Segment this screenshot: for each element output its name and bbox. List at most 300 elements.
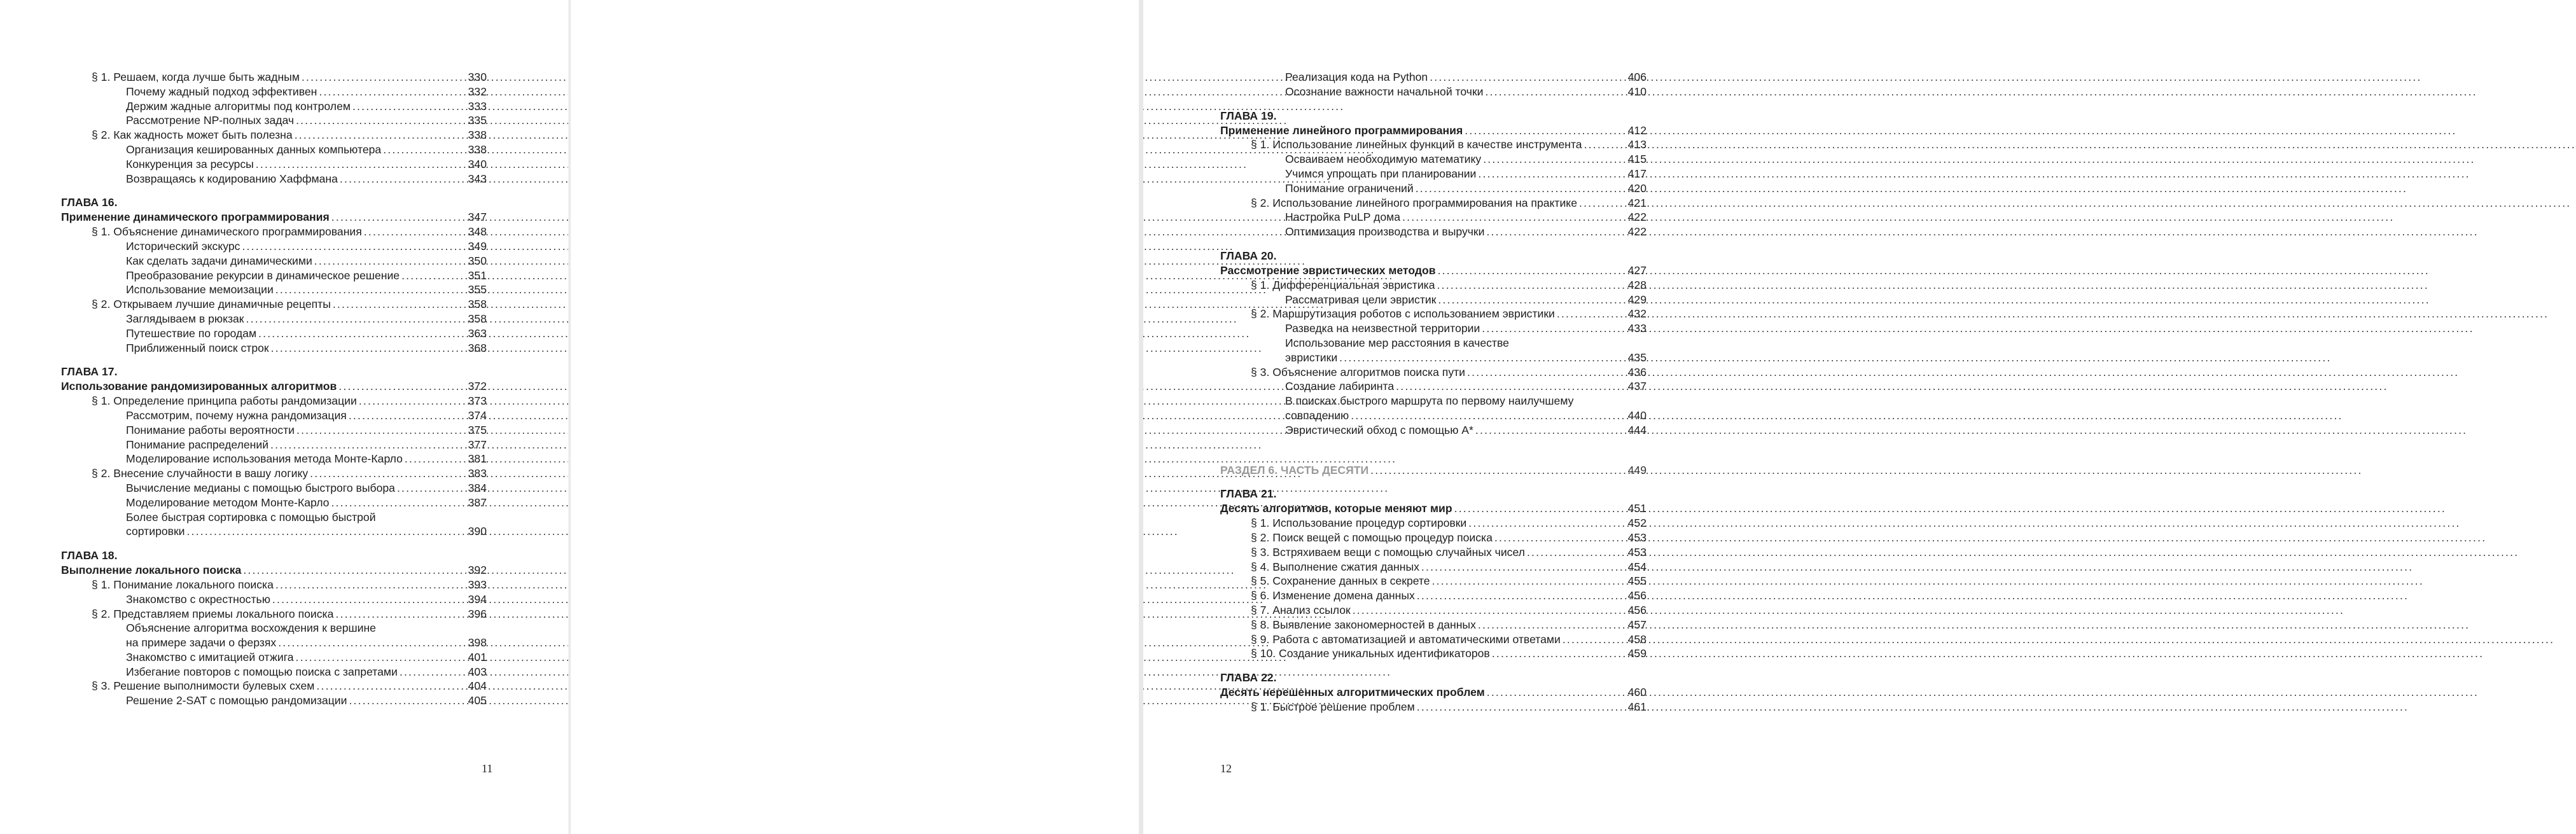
dot-leader (400, 665, 466, 679)
toc-subsection-entry (1220, 70, 1647, 85)
chapter-title (61, 563, 487, 578)
entry-page: 410 (1627, 85, 1647, 98)
toc-subsection-entry (61, 157, 487, 172)
entry-page: 396 (468, 607, 487, 620)
toc-right (1220, 70, 1647, 714)
dot-leader (296, 423, 466, 438)
entry-page: 390 (468, 525, 487, 538)
entry-title: § 3. Объяснение алгоритмов поиска пути (1251, 365, 1466, 379)
toc-section-entry (61, 607, 487, 622)
entry-title: § 2. Как жадность может быть полезна (92, 129, 293, 142)
entry-page: 420 (1627, 181, 1647, 195)
dot-leader (1396, 379, 1626, 394)
toc-section-entry (1220, 700, 1647, 714)
entry-page: 440 (1627, 408, 1647, 422)
entry-page: 449 (1627, 463, 1647, 476)
toc-subsection-entry (61, 341, 487, 356)
dot-leader (1339, 351, 1626, 365)
dot-leader (364, 225, 466, 239)
entry-title: § 3. Встряхиваем вещи с помощью случайных чисел (1251, 545, 1525, 559)
entry-page: 338 (468, 142, 487, 156)
toc-subsection-entry (1220, 423, 1647, 438)
toc-subsection-entry (1220, 167, 1647, 181)
chapter-heading (61, 364, 487, 394)
entry-page: 330 (468, 71, 487, 83)
entry-page: 374 (468, 408, 487, 422)
toc-section-entry (61, 297, 487, 312)
chapter-heading (61, 195, 487, 225)
dot-leader (243, 563, 466, 578)
dot-leader (1468, 516, 1626, 531)
dot-leader (295, 128, 466, 142)
entry-page: 404 (468, 679, 487, 693)
dot-leader (270, 438, 466, 452)
toc-section-entry (1220, 545, 1647, 560)
entry-page: 377 (468, 438, 487, 451)
toc-section-entry (1220, 603, 1647, 618)
page-edge (1139, 0, 1143, 834)
entry-page: 355 (468, 283, 487, 296)
dot-leader (397, 481, 466, 496)
dot-leader (1579, 196, 1626, 211)
toc-section-entry (61, 225, 487, 239)
entry-page: 333 (468, 99, 487, 113)
toc-subsection-entry (61, 99, 487, 114)
entry-title: § 2. Представляем приемы локального поиска (92, 607, 334, 620)
entry-title: § 2. Открываем лучшие динамичные рецепты (92, 298, 331, 311)
chapter-number: ГЛАВА 22. (1220, 671, 1277, 685)
toc-entry-wrap: Объяснение алгоритма восхождения к вершине (126, 622, 376, 635)
dot-leader (1370, 463, 1626, 478)
entry-page: 401 (468, 650, 487, 664)
entry-title: Как сделать задачи динамическими (126, 254, 312, 267)
entry-title: Рассматривая цели эвристик (1285, 293, 1437, 306)
entry-title: Понимание распределений (126, 438, 269, 451)
entry-page: 429 (1627, 293, 1647, 306)
dot-leader (314, 254, 466, 268)
entry-page: 437 (1627, 380, 1647, 393)
dot-leader (1416, 181, 1626, 196)
entry-title: § 9. Работа с автоматизацией и автоматическими ответами (1251, 632, 1561, 646)
entry-title: Понимание работы вероятности (126, 423, 295, 436)
dot-leader (1483, 152, 1626, 167)
dot-leader (333, 297, 466, 312)
entry-title: Заглядываем в рюкзак (126, 312, 244, 325)
entry-title: § 5. Сохранение данных в секрете (1251, 574, 1430, 588)
entry-title: Десять алгоритмов, которые меняют мир (1220, 502, 1452, 515)
entry-title: Знакомство с имитацией отжига (126, 650, 294, 664)
entry-page: 405 (468, 694, 487, 707)
toc-section-entry (1220, 646, 1647, 661)
entry-title: Знакомство с окрестностью (126, 592, 270, 606)
entry-page: 384 (468, 481, 487, 494)
dot-leader (272, 592, 466, 607)
dot-leader (1430, 70, 1626, 85)
entry-title: Использование рандомизированных алгоритмов (61, 380, 337, 393)
entry-title: на примере задачи о ферзях (126, 636, 277, 650)
dot-leader (1487, 685, 1626, 700)
toc-subsection-entry (61, 282, 487, 297)
dot-leader (246, 312, 466, 326)
dot-leader (1437, 278, 1626, 293)
toc-entry-wrap: Более быстрая сортировка с помощью быстрой (126, 510, 376, 524)
toc-subsection-entry (1220, 210, 1647, 225)
entry-page: 383 (468, 467, 487, 480)
entry-title: § 6. Изменение домена данных (1251, 589, 1415, 602)
entry-page: 456 (1627, 603, 1647, 616)
toc-subsection-entry (1220, 85, 1647, 99)
dot-leader (1467, 365, 1626, 380)
entry-title: Рассмотрение эвристических методов (1220, 263, 1436, 277)
toc-subsection-entry (1220, 379, 1647, 394)
chapter-number: ГЛАВА 18. (61, 549, 118, 562)
chapter-heading (1220, 486, 1647, 516)
dot-leader (383, 142, 466, 157)
dot-leader (258, 326, 466, 341)
dot-leader (1478, 167, 1626, 181)
dot-leader (335, 607, 466, 622)
dot-leader (1465, 123, 1626, 138)
chapter-title (1220, 685, 1647, 700)
toc-section-entry (61, 679, 487, 693)
toc-section-entry (1220, 137, 1647, 152)
entry-title: Создание лабиринта (1285, 380, 1395, 393)
toc-section-entry (1220, 516, 1647, 531)
entry-title: Путешествие по городам (126, 326, 257, 340)
entry-title: § 1. Использование линейных функций в качестве инструмента (1251, 138, 1582, 151)
chapter-number: ГЛАВА 17. (61, 365, 118, 379)
entry-title: Применение линейного программирования (1220, 123, 1463, 137)
toc-subsection-entry (61, 650, 487, 665)
entry-page: 436 (1627, 365, 1647, 379)
entry-page: 406 (1627, 71, 1647, 83)
dot-leader (310, 466, 466, 481)
toc-subsection-entry (61, 693, 487, 708)
toc-subsection-entry (61, 254, 487, 268)
dot-leader (296, 650, 466, 665)
entry-page: 459 (1627, 647, 1647, 660)
chapter-heading (1220, 670, 1647, 700)
entry-page: 421 (1627, 196, 1647, 209)
chapter-heading (1220, 248, 1647, 278)
dot-leader (1351, 408, 1626, 423)
entry-title: § 1. Определение принципа работы рандомизации (92, 394, 357, 408)
entry-page: 332 (468, 85, 487, 98)
entry-title: Рассмотрение NP-полных задач (126, 114, 295, 127)
entry-page: 444 (1627, 423, 1647, 436)
entry-title: § 1. Объяснение динамического программирования (92, 225, 362, 239)
entry-title: § 2. Маршрутизация роботов с использованием эвристики (1251, 307, 1555, 321)
dot-leader (352, 99, 466, 114)
dot-leader (1492, 646, 1626, 661)
entry-title: РАЗДЕЛ 6. ЧАСТЬ ДЕСЯТИ (1220, 463, 1369, 476)
chapter-heading (1220, 108, 1647, 138)
entry-page: 453 (1627, 545, 1647, 559)
entry-title: Учимся упрощать при планировании (1285, 167, 1477, 180)
entry-title: § 2. Использование линейного программирования на практике (1251, 196, 1577, 209)
entry-title: § 3. Решение выполнимости булевых схем (92, 679, 315, 693)
toc-section-entry (1220, 560, 1647, 574)
dot-leader (1494, 531, 1626, 545)
entry-page: 340 (468, 157, 487, 170)
toc-section-entry (61, 70, 487, 85)
entry-page: 358 (468, 312, 487, 325)
toc-subsection-entry (1220, 181, 1647, 196)
entry-title: Выполнение локального поиска (61, 564, 242, 577)
toc-subsection-entry (61, 85, 487, 99)
dot-leader (405, 452, 466, 466)
dot-leader (1584, 137, 1626, 152)
toc-section-entry (1220, 278, 1647, 293)
chapter-number: ГЛАВА 16. (61, 196, 118, 209)
toc-subsection-entry (1220, 225, 1647, 239)
toc-section-entry (1220, 618, 1647, 632)
dot-leader (271, 341, 466, 356)
entry-page: 460 (1627, 686, 1647, 699)
left-page (0, 0, 569, 834)
toc-subsection-entry (61, 665, 487, 679)
entry-page: 415 (1627, 153, 1647, 166)
entry-title: Использование мемоизации (126, 283, 274, 296)
entry-page: 403 (468, 665, 487, 678)
chapter-title (61, 379, 487, 394)
entry-page: 381 (468, 452, 487, 466)
dot-leader (278, 636, 466, 650)
entry-title: § 2. Поиск вещей с помощью процедур поиска (1251, 531, 1493, 544)
entry-title: § 7. Анализ ссылок (1251, 603, 1351, 616)
part-heading (1220, 463, 1647, 478)
dot-leader (1454, 501, 1626, 516)
chapter-number: ГЛАВА 20. (1220, 249, 1277, 262)
entry-page: 348 (468, 225, 487, 239)
entry-page: 413 (1627, 138, 1647, 151)
toc-section-entry (61, 128, 487, 142)
dot-leader (1486, 85, 1626, 99)
page-number-left: 11 (482, 762, 493, 775)
entry-page: 349 (468, 239, 487, 253)
toc-section-entry (61, 466, 487, 481)
dot-leader (359, 394, 466, 408)
entry-page: 422 (1627, 211, 1647, 224)
entry-page: 398 (468, 636, 487, 650)
entry-title: Почему жадный подход эффективен (126, 85, 317, 98)
entry-page: 454 (1627, 560, 1647, 573)
entry-page: 455 (1627, 574, 1647, 588)
entry-title: § 4. Выполнение сжатия данных (1251, 560, 1419, 573)
entry-title: эвристики (1285, 351, 1338, 364)
entry-page: 394 (468, 592, 487, 606)
entry-page: 432 (1627, 307, 1647, 321)
dot-leader (1482, 321, 1626, 336)
entry-title: Осваиваем необходимую математику (1285, 153, 1482, 166)
entry-title: Решение 2-SAT с помощью рандомизации (126, 694, 347, 707)
toc-subsection-entry (61, 496, 487, 510)
dot-leader (256, 157, 466, 172)
dot-leader (1402, 210, 1626, 225)
entry-title: Осознание важности начальной точки (1285, 85, 1484, 98)
entry-title: Моделирование методом Монте-Карло (126, 496, 330, 509)
toc-section-entry (1220, 588, 1647, 603)
toc-section-entry (61, 394, 487, 408)
toc-subsection-entry (1220, 152, 1647, 167)
toc-subsection-entry (61, 239, 487, 254)
chapter-title (61, 210, 487, 225)
entry-title: Избегание повторов с помощью поиска с запретами (126, 665, 398, 678)
entry-title: Организация кешированных данных компьютера (126, 142, 382, 156)
entry-page: 372 (468, 380, 487, 393)
entry-title: § 1. Быстрое решение проблем (1251, 700, 1415, 713)
entry-page: 347 (468, 211, 487, 224)
entry-title: § 8. Выявление закономерностей в данных (1251, 618, 1476, 631)
toc-subsection-entry (1220, 293, 1647, 307)
toc-subsection-entry (61, 452, 487, 466)
chapter-number: ГЛАВА 21. (1220, 487, 1277, 501)
dot-leader (349, 408, 466, 423)
toc-subsection-entry (61, 312, 487, 326)
entry-title: Десять нерешенных алгоритмических проблем (1220, 686, 1485, 699)
entry-page: 350 (468, 254, 487, 267)
toc-subsection-entry (61, 592, 487, 607)
dot-leader (1432, 574, 1626, 588)
entry-title: сортировки (126, 525, 185, 538)
dot-leader (1438, 293, 1626, 307)
page-number-right: 12 (1220, 762, 1232, 775)
entry-page: 387 (468, 496, 487, 509)
entry-title: Рассмотрим, почему нужна рандомизация (126, 408, 347, 422)
toc-section-entry (1220, 632, 1647, 647)
entry-page: 392 (468, 564, 487, 577)
toc-section-entry (1220, 196, 1647, 211)
toc-section-entry (1220, 307, 1647, 321)
toc-entry-wrap: Использование мер расстояния в качестве (1285, 336, 1509, 349)
entry-page: 433 (1627, 322, 1647, 335)
entry-title: Держим жадные алгоритмы под контролем (126, 99, 351, 113)
dot-leader (1438, 263, 1626, 278)
entry-page: 373 (468, 394, 487, 408)
dot-leader (401, 268, 466, 283)
toc-section-entry (61, 578, 487, 592)
entry-page: 428 (1627, 278, 1647, 291)
entry-page: 417 (1627, 167, 1647, 180)
entry-page: 451 (1627, 502, 1647, 515)
entry-page: 338 (468, 129, 487, 142)
entry-page: 422 (1627, 225, 1647, 239)
entry-title: § 2. Внесение случайности в вашу логику (92, 467, 309, 480)
entry-title: § 1. Понимание локального поиска (92, 578, 274, 591)
entry-title: Применение динамического программирования (61, 211, 330, 224)
dot-leader (1563, 632, 1626, 647)
dot-leader (1475, 423, 1626, 438)
entry-page: 335 (468, 114, 487, 127)
dot-leader (331, 210, 466, 225)
dot-leader (349, 693, 466, 708)
toc-subsection-entry (61, 408, 487, 423)
toc-subsection-entry (61, 438, 487, 452)
chapter-title (1220, 501, 1647, 516)
toc-subsection-entry (61, 142, 487, 157)
toc-section-entry (1220, 574, 1647, 588)
entry-page: 452 (1627, 517, 1647, 530)
entry-title: Исторический экскурс (126, 239, 240, 253)
toc-left (61, 70, 487, 708)
entry-title: Приближенный поиск строк (126, 341, 269, 354)
dot-leader (275, 282, 466, 297)
dot-leader (1486, 225, 1626, 239)
entry-page: 458 (1627, 632, 1647, 646)
entry-title: Эвристический обход с помощью A* (1285, 423, 1473, 436)
toc-subsection-entry (1220, 351, 1647, 365)
toc-subsection-entry (1220, 408, 1647, 423)
entry-page: 393 (468, 578, 487, 591)
toc-entry-wrap: В поисках быстрого маршрута по первому наилучшему (1285, 394, 1574, 408)
entry-page: 351 (468, 268, 487, 282)
dot-leader (296, 113, 466, 128)
entry-title: § 1. Использование процедур сортировки (1251, 517, 1467, 530)
entry-title: Реализация кода на Python (1285, 71, 1428, 83)
dot-leader (316, 679, 466, 693)
entry-title: Конкуренция за ресурсы (126, 157, 254, 170)
toc-section-entry (1220, 531, 1647, 545)
toc-subsection-entry (61, 481, 487, 496)
dot-leader (1417, 588, 1626, 603)
entry-page: 427 (1627, 263, 1647, 277)
chapter-title (1220, 263, 1647, 278)
toc-subsection-entry (61, 113, 487, 128)
entry-page: 435 (1627, 351, 1647, 364)
entry-title: Понимание ограничений (1285, 181, 1414, 195)
toc-section-entry (1220, 365, 1647, 380)
dot-leader (1478, 618, 1626, 632)
entry-title: Оптимизация производства и выручки (1285, 225, 1485, 239)
chapter-title (1220, 123, 1647, 138)
entry-title: совпадению (1285, 408, 1349, 422)
right-page (571, 0, 1647, 834)
entry-title: § 1. Дифференциальная эвристика (1251, 278, 1435, 291)
entry-page: 375 (468, 423, 487, 436)
dot-leader (338, 379, 466, 394)
dot-leader (340, 172, 466, 186)
entry-title: Возвращаясь к кодированию Хаффмана (126, 172, 338, 185)
entry-page: 363 (468, 326, 487, 340)
entry-title: § 10. Создание уникальных идентификаторов (1251, 647, 1490, 660)
entry-page: 343 (468, 172, 487, 185)
toc-subsection-entry (61, 423, 487, 438)
entry-page: 453 (1627, 531, 1647, 544)
dot-leader (275, 578, 466, 592)
chapter-heading (61, 548, 487, 578)
entry-title: Вычисление медианы с помощью быстрого выбора (126, 481, 395, 494)
toc-subsection-entry (61, 326, 487, 341)
toc-subsection-entry (61, 172, 487, 186)
dot-leader (242, 239, 466, 254)
toc-subsection-entry (61, 636, 487, 650)
dot-leader (1527, 545, 1626, 560)
chapter-number: ГЛАВА 19. (1220, 109, 1277, 122)
entry-page: 456 (1627, 589, 1647, 602)
dot-leader (331, 496, 466, 510)
toc-subsection-entry (61, 268, 487, 283)
dot-leader (302, 70, 466, 85)
entry-title: Настройка PuLP дома (1285, 211, 1401, 224)
entry-page: 412 (1627, 123, 1647, 137)
toc-subsection-entry (61, 524, 487, 539)
toc-subsection-entry (1220, 321, 1647, 336)
dot-leader (1557, 307, 1626, 321)
entry-title: Моделирование использования метода Монте-Карло (126, 452, 403, 466)
entry-page: 461 (1627, 700, 1647, 713)
dot-leader (1353, 603, 1626, 618)
dot-leader (187, 524, 466, 539)
